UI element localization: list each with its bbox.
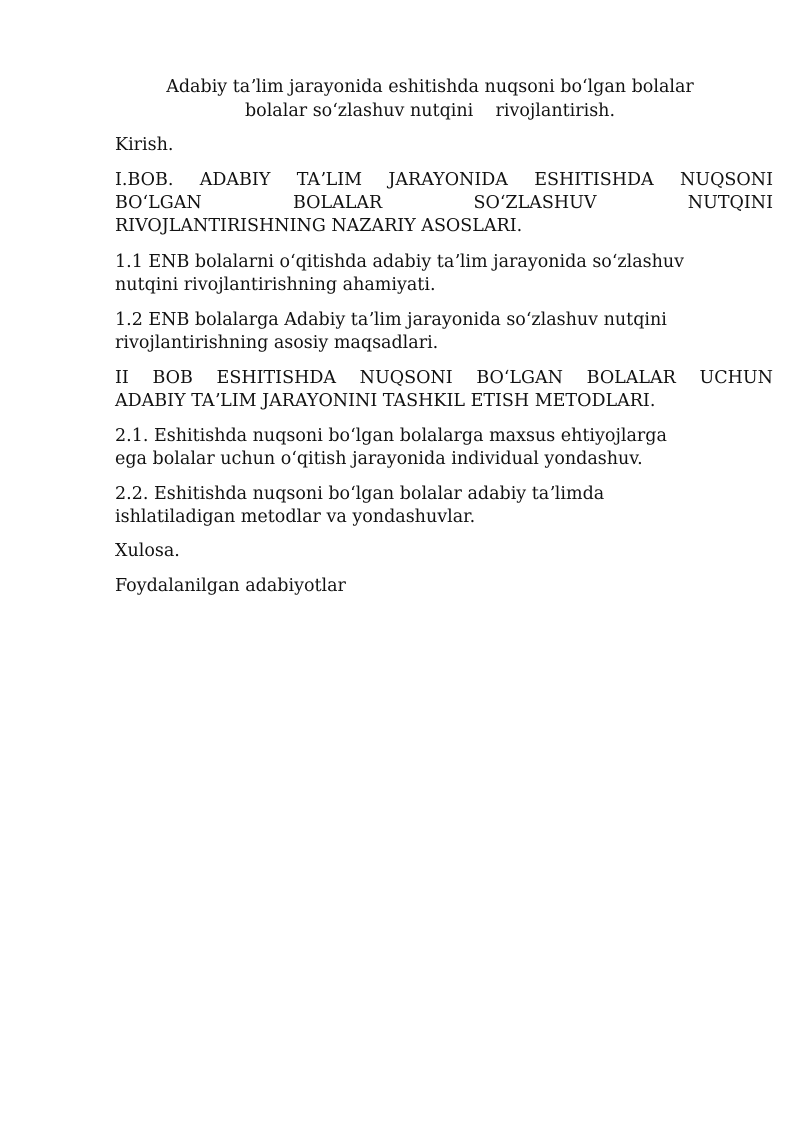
- section-2-2-line-2: ishlatiladigan metodlar va yondashuvlar.: [115, 507, 476, 527]
- title-line-2: bolalar soʻzlashuv nutqini rivojlantirish.: [244, 101, 616, 121]
- references-text: Foydalanilgan adabiyotlar: [115, 576, 346, 596]
- chapter-1-line-1: I.BOB. ADABIY TAʼLIM JARAYONIDA ESHITISHDA NUQSONI: [115, 170, 773, 190]
- section-2-1-line-1: 2.1. Eshitishda nuqsoni boʻlgan bolalarga maxsus ehtiyojlarga: [115, 426, 667, 446]
- title-line-1: Adabiy taʼlim jarayonida eshitishda nuqsoni boʻlgan bolalar: [166, 77, 694, 97]
- chapter-2-line-2: ADABIY TAʼLIM JARAYONINI TASHKIL ETISH METODLARI.: [115, 391, 656, 411]
- section-2-1-line-2: ega bolalar uchun oʻqitish jarayonida individual yondashuv.: [115, 449, 643, 469]
- section-1-1-line-2: nutqini rivojlantirishning ahamiyati.: [115, 275, 436, 295]
- chapter-1-line-3: RIVOJLANTIRISHNING NAZARIY ASOSLARI.: [115, 216, 523, 236]
- section-2-1: [115, 425, 667, 471]
- section-1-1: [115, 251, 684, 297]
- chapter-2-line-1: II BOB ESHITISHDA NUQSONI BOʻLGAN BOLALAR UCHUN: [115, 368, 773, 388]
- intro-text: Kirish.: [115, 135, 174, 155]
- section-2-2: [115, 483, 604, 529]
- conclusion-text: Xulosa.: [115, 541, 180, 561]
- section-1-2-line-1: 1.2 ENB bolalarga Adabiy taʼlim jarayonida soʻzlashuv nutqini: [115, 310, 667, 330]
- conclusion-heading: [115, 540, 180, 563]
- document-title: [110, 75, 750, 123]
- section-1-2: [115, 309, 667, 355]
- section-1-1-line-1: 1.1 ENB bolalarni oʻqitishda adabiy taʼlim jarayonida soʻzlashuv: [115, 252, 685, 272]
- section-2-2-line-1: 2.2. Eshitishda nuqsoni boʻlgan bolalar adabiy taʼlimda: [115, 484, 605, 504]
- chapter-1-line-2: BOʻLGAN BOLALAR SOʻZLASHUV NUTQINI: [115, 193, 773, 213]
- intro-heading: [115, 134, 173, 157]
- chapter-2-heading: [115, 367, 773, 413]
- section-1-2-line-2: rivojlantirishning asosiy maqsadlari.: [115, 333, 439, 353]
- references-heading: [115, 575, 346, 598]
- chapter-1-heading: [115, 169, 773, 238]
